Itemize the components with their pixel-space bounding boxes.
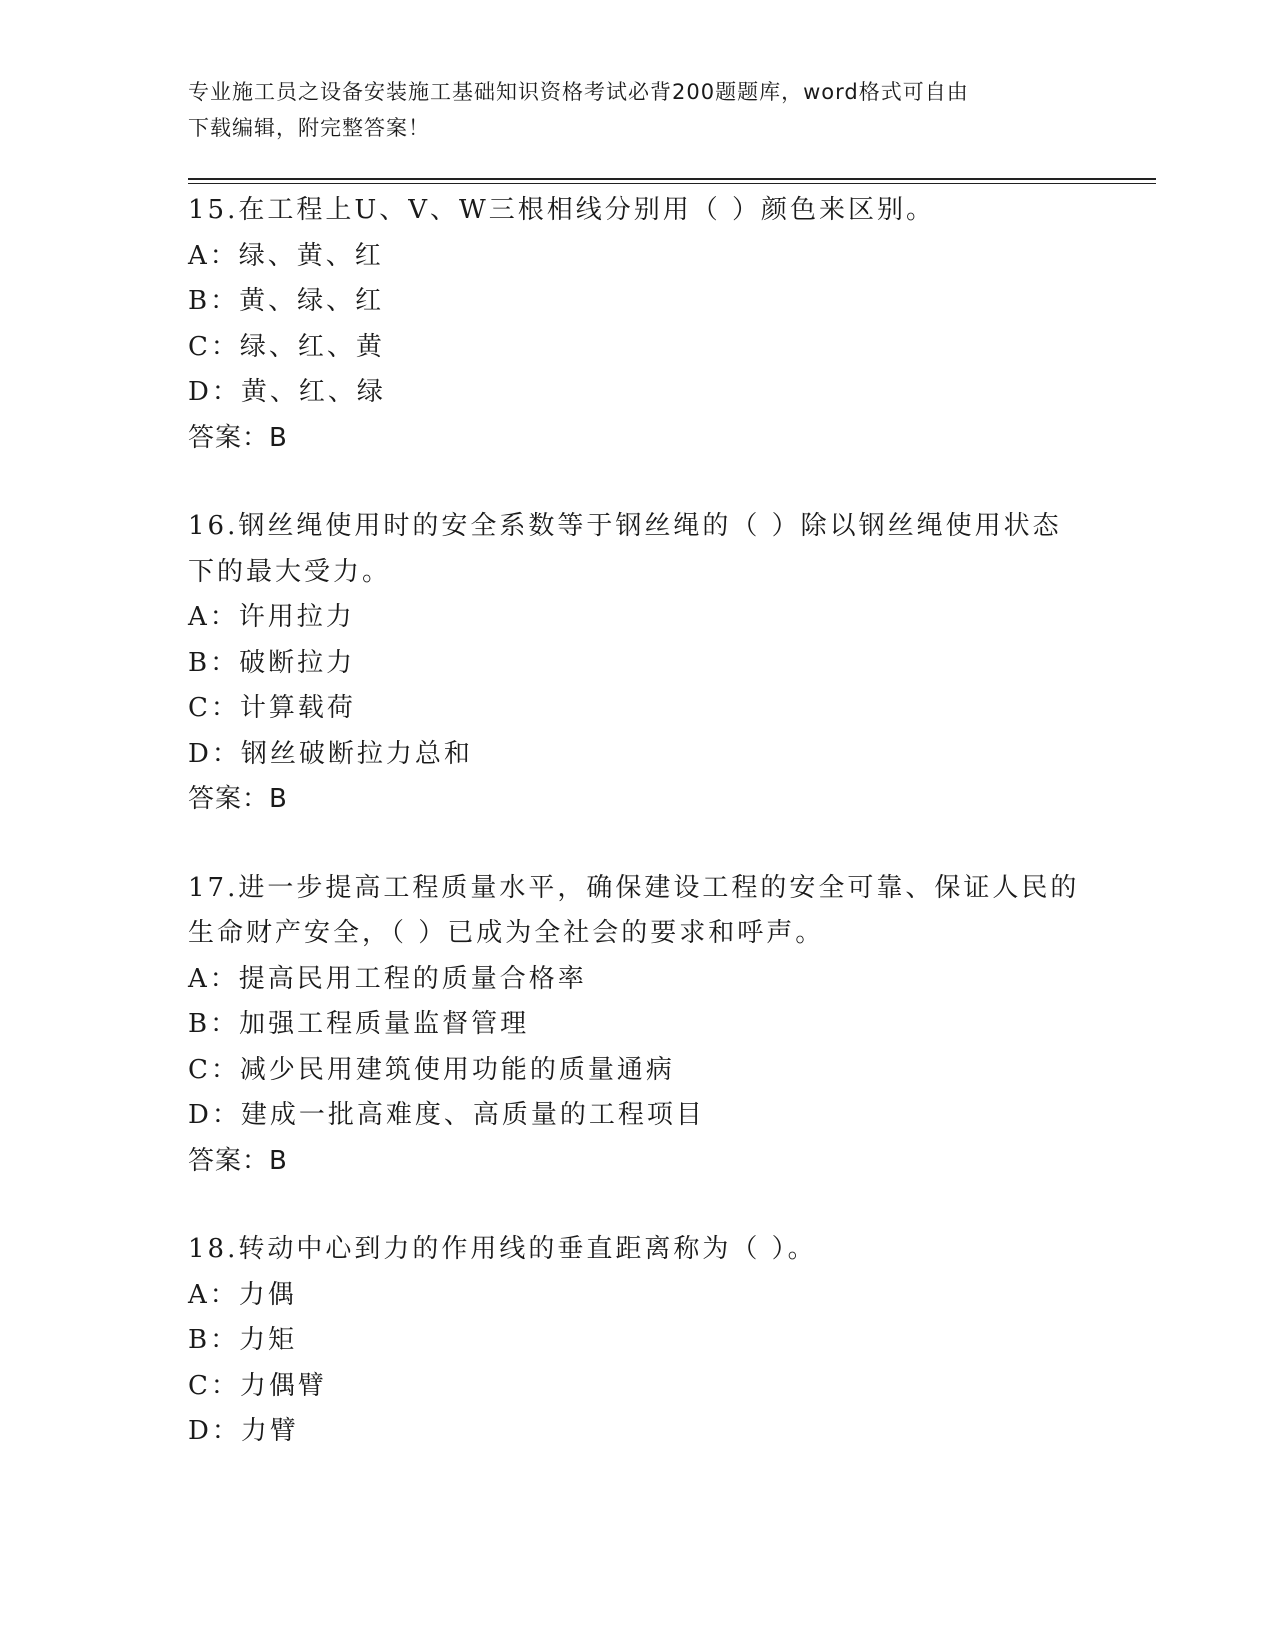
question-stem-continued: 生命财产安全，（ ）已成为全社会的要求和呼声。 bbox=[188, 918, 825, 948]
answer: 答案：B bbox=[188, 784, 288, 814]
option-d: D：黄、红、绿 bbox=[188, 377, 386, 407]
answer: 答案：B bbox=[188, 422, 288, 453]
question-list bbox=[188, 188, 1088, 1498]
header-divider-thin bbox=[188, 183, 1156, 184]
option-c: C：力偶臂 bbox=[188, 1370, 327, 1401]
option-c: C：绿、红、黄 bbox=[188, 331, 385, 362]
option-b: B：黄、绿、红 bbox=[188, 286, 385, 316]
question-stem-continued: 下的最大受力。 bbox=[188, 556, 392, 587]
option-a: A：力偶 bbox=[188, 1279, 297, 1310]
option-b: B：加强工程质量监督管理 bbox=[188, 1009, 530, 1039]
option-c: C：减少民用建筑使用功能的质量通病 bbox=[188, 1054, 675, 1085]
question-stem: 16.钢丝绳使用时的安全系数等于钢丝绳的（ ）除以钢丝绳使用状态 bbox=[188, 511, 1062, 541]
option-b: B：破断拉力 bbox=[188, 647, 356, 678]
option-d: D：钢丝破断拉力总和 bbox=[188, 738, 473, 769]
document-header bbox=[188, 74, 1068, 146]
question-18 bbox=[188, 1227, 1088, 1455]
answer: 答案：B bbox=[188, 1145, 288, 1176]
question-stem: 15.在工程上U、V、W三根相线分别用（ ）颜色来区别。 bbox=[188, 195, 936, 225]
option-d: D：力臂 bbox=[188, 1416, 299, 1446]
option-a: A：绿、黄、红 bbox=[188, 240, 384, 271]
option-a: A：许用拉力 bbox=[188, 602, 355, 632]
question-stem: 18.转动中心到力的作用线的垂直距离称为（ ）。 bbox=[188, 1234, 817, 1264]
option-c: C：计算载荷 bbox=[188, 693, 356, 723]
option-a: A：提高民用工程的质量合格率 bbox=[188, 963, 587, 994]
question-17 bbox=[188, 866, 1088, 1185]
option-d: D：建成一批高难度、高质量的工程项目 bbox=[188, 1100, 705, 1130]
header-line-2: 下载编辑，附完整答案！ bbox=[188, 116, 430, 140]
option-b: B：力矩 bbox=[188, 1325, 298, 1355]
header-divider-thick bbox=[188, 178, 1156, 180]
question-15 bbox=[188, 188, 1088, 461]
header-line-1: 专业施工员之设备安装施工基础知识资格考试必背200题题库，word格式可自由 bbox=[188, 80, 969, 104]
question-stem: 17.进一步提高工程质量水平，确保建设工程的安全可靠、保证人民的 bbox=[188, 872, 1080, 903]
question-16 bbox=[188, 504, 1088, 823]
